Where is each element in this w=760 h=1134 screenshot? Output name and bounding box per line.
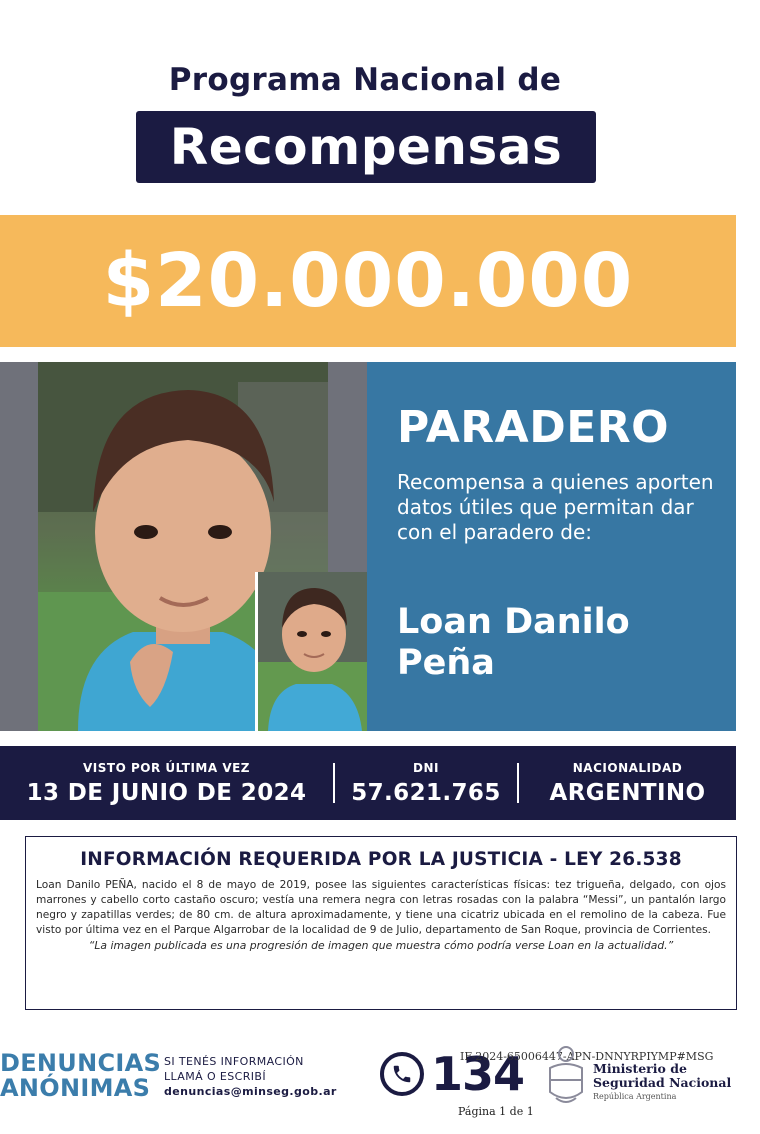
ministry-name-line2: Seguridad Nacional <box>593 1075 732 1090</box>
ministry-name <box>593 1062 731 1101</box>
whereabouts-panel <box>367 362 736 731</box>
hotline-number[interactable]: 134 <box>431 1047 525 1101</box>
anonymous-reports-line1: DENUNCIAS <box>0 1049 162 1077</box>
whereabouts-description: Recompensa a quienes aporten datos útiles que permitan dar con el paradero de: <box>397 470 714 544</box>
stat-label: DNI <box>413 760 439 775</box>
stats-bar <box>0 746 736 820</box>
legal-info-note: “La imagen publicada es una progresión de imagen que muestra cómo podría verse Loan en la actualidad.” <box>88 939 674 952</box>
contact-info-line2: LLAMÁ O ESCRIBÍ <box>164 1070 266 1083</box>
page-number: Página 1 de 1 <box>458 1105 534 1118</box>
stat-nationality <box>519 761 736 806</box>
legal-info-body: Loan Danilo PEÑA, nacido el 8 de mayo de 2019, posee las siguientes características físicas: tez trigueña, delgado, con ojos marrones y cabello corto castaño oscuro; vestía una remera negra con letras rosadas con la palabra “Messi”, un pantalón largo negro y zapatillas verdes; de 80 cm. de altura aproximadamente, y tiene una cicatriz ubicada en el remolino de la cabeza. Fue visto por última vez en el Parque Algarrobar de la localidad de 9 de Julio, departamento de San Roque, provincia de Corrientes. <box>36 879 726 936</box>
stat-label: VISTO POR ÚLTIMA VEZ <box>82 760 251 775</box>
missing-person-name-line2: Peña <box>397 643 495 683</box>
ministry-name-line1: Ministerio de <box>593 1061 687 1076</box>
document-reference: IF-2024-65006447-APN-DNNYRPIYMP#MSG <box>460 1050 714 1063</box>
stat-value: 13 DE JUNIO DE 2024 <box>26 779 307 806</box>
stat-label: NACIONALIDAD <box>572 760 683 775</box>
contact-email-link[interactable]: denuncias@minseg.gob.ar <box>164 1085 337 1098</box>
phone-icon <box>380 1052 424 1096</box>
missing-person-name <box>397 602 717 684</box>
anonymous-reports-line2: ANÓNIMAS <box>0 1074 151 1102</box>
reward-amount: $20.000.000 <box>102 238 634 324</box>
missing-person-name-line1: Loan Danilo <box>397 602 630 642</box>
program-title: Programa Nacional de <box>168 62 562 98</box>
stat-value: 57.621.765 <box>351 779 501 806</box>
ministry-country: República Argentina <box>593 1092 677 1101</box>
legal-info-box <box>25 836 737 1010</box>
ministry-seal-icon <box>546 1042 586 1108</box>
contact-info-line1: SI TENÉS INFORMACIÓN <box>164 1055 304 1068</box>
stat-dni <box>335 761 517 806</box>
anonymous-reports-label <box>0 1051 161 1101</box>
program-title-main: Recompensas <box>169 118 563 176</box>
reward-band <box>0 215 736 347</box>
contact-info <box>164 1054 337 1099</box>
legal-info-title: INFORMACIÓN REQUERIDA POR LA JUSTICIA - LEY 26.538 <box>80 849 682 870</box>
phone-icon-glyph <box>391 1063 413 1085</box>
child-photo-secondary <box>255 572 367 731</box>
whereabouts-title: PARADERO <box>397 402 670 453</box>
program-title-box <box>136 111 596 183</box>
child-portrait-small-illustration <box>258 572 367 731</box>
stat-value: ARGENTINO <box>549 779 706 806</box>
stat-last-seen <box>0 761 333 806</box>
ministry-seal-graphic <box>546 1042 586 1108</box>
